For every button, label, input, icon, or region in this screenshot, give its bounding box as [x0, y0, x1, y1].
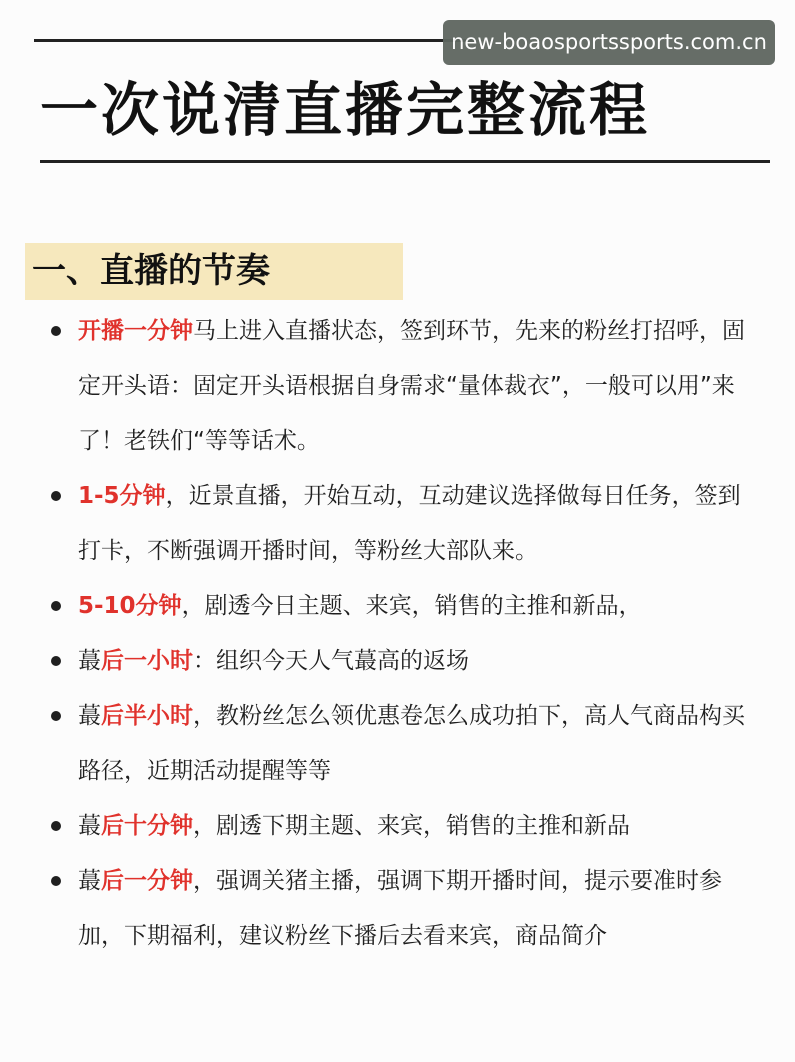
- item-text: ，剧透下期主题、来宾，销售的主推和新品: [193, 813, 630, 839]
- item-highlight: 5-10分钟: [78, 593, 182, 619]
- bullet-icon: [51, 491, 61, 501]
- item-text: ，剧透今日主题、来宾，销售的主推和新品，: [181, 593, 642, 619]
- item-prefix: 蕞: [78, 868, 101, 894]
- item-highlight: 后十分钟: [101, 813, 193, 839]
- item-prefix: 蕞: [78, 813, 101, 839]
- list-item: [42, 799, 762, 854]
- item-text: ，强调关猪主播，强调下期开播时间，提示要准时参加，下期福利，建议粉丝下播后去看来宾，商品简介: [78, 868, 722, 949]
- list-item: [42, 304, 762, 469]
- list-item: [42, 634, 762, 689]
- item-text: 马上进入直播状态，签到环节，先来的粉丝打招呼，固定开头语：固定开头语根据自身需求“量体裁衣”，一般可以用”来了！老铁们“等等话术。: [78, 318, 745, 454]
- bullet-icon: [51, 656, 61, 666]
- list-item: [42, 469, 762, 579]
- list-item: [42, 854, 762, 964]
- item-prefix: 蕞: [78, 648, 101, 674]
- item-text: ：组织今天人气蕞高的返场: [193, 648, 469, 674]
- item-text: ，教粉丝怎么领优惠卷怎么成功拍下，高人气商品构买路径，近期活动提醒等等: [78, 703, 745, 784]
- item-highlight: 1-5分钟: [78, 483, 166, 509]
- item-prefix: 蕞: [78, 703, 101, 729]
- item-highlight: 后一分钟: [101, 868, 193, 894]
- page-title: 一次说清直播完整流程: [40, 76, 651, 144]
- item-highlight: 后半小时: [101, 703, 193, 729]
- bullet-icon: [51, 326, 61, 336]
- title-rule: [40, 160, 770, 163]
- item-highlight: 后一小时: [101, 648, 193, 674]
- rhythm-list: [42, 304, 762, 964]
- bullet-icon: [51, 601, 61, 611]
- item-highlight: 开播一分钟: [78, 318, 193, 344]
- list-item: [42, 579, 762, 634]
- bullet-icon: [51, 876, 61, 886]
- list-item: [42, 689, 762, 799]
- watermark-url: new-boaosportssports.com.cn: [443, 20, 775, 65]
- bullet-icon: [51, 821, 61, 831]
- section-title: 一、直播的节奏: [32, 251, 270, 291]
- item-text: ，近景直播，开始互动，互动建议选择做每日任务，签到打卡，不断强调开播时间，等粉丝大部队来。: [78, 483, 741, 564]
- bullet-icon: [51, 711, 61, 721]
- top-rule: [34, 39, 474, 42]
